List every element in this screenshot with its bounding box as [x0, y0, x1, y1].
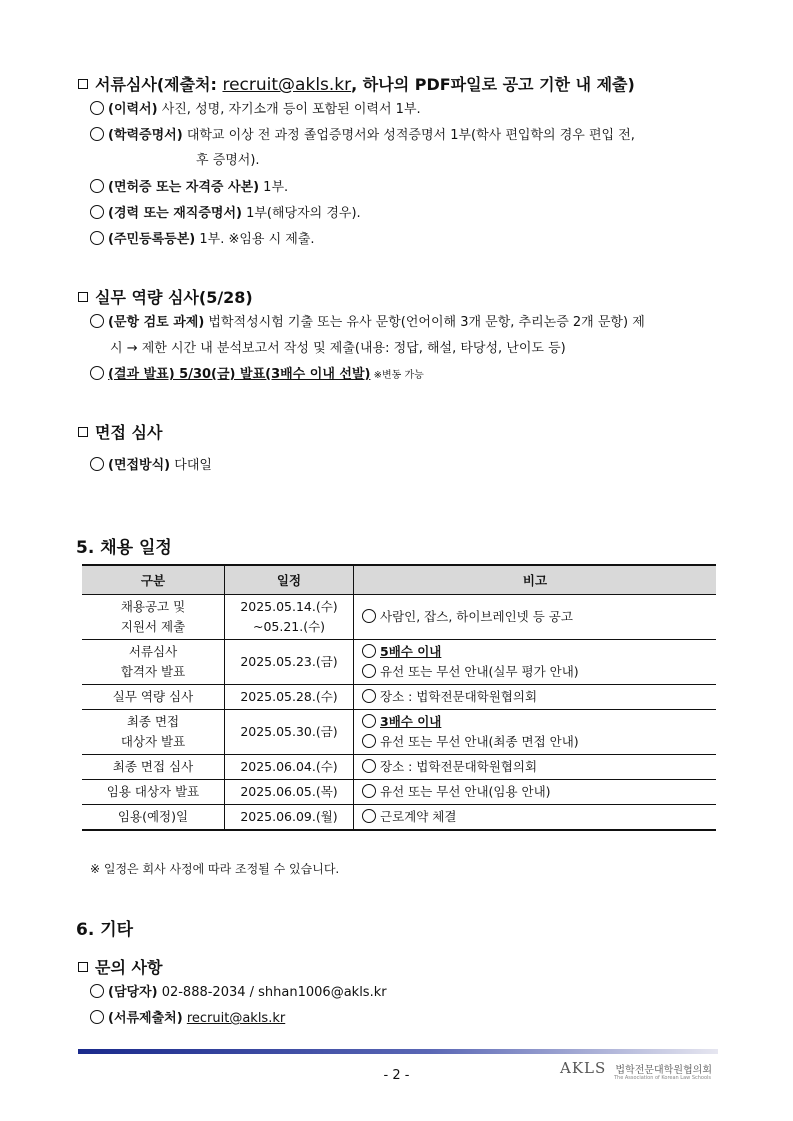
cell-line: 대상자 발표 — [120, 734, 186, 749]
cell-line: 2025.06.04.(수) — [240, 759, 338, 774]
circle-bullet-icon — [362, 689, 376, 703]
cell-line: ~05.21.(수) — [252, 619, 326, 634]
section-heading-interview: 면접 심사 — [78, 420, 162, 443]
remark-line — [362, 687, 712, 707]
cell-date — [225, 640, 354, 685]
cell-line: 실무 역량 심사 — [112, 689, 194, 704]
cell-remarks — [354, 755, 717, 780]
cell-date — [225, 755, 354, 780]
cell-remarks — [354, 685, 717, 710]
inquiry-contact: (담당자) 02-888-2034 / shhan1006@akls.kr — [90, 984, 387, 1001]
circle-bullet-icon — [90, 127, 104, 141]
schedule-footnote: ※ 일정은 회사 사정에 따라 조정될 수 있습니다. — [90, 862, 340, 876]
section-heading-documents: 서류심사(제출처: recruit@akls.kr, 하나의 PDF파일로 공고 기한 내 제출) — [78, 72, 635, 95]
header-category: 구분 — [82, 565, 225, 595]
cell-remarks — [354, 710, 717, 755]
remark-text: 3배수 이내 — [380, 714, 442, 729]
remark-text: 유선 또는 무선 안내(실무 평가 안내) — [380, 664, 579, 679]
cell-date — [225, 595, 354, 640]
remark-text: 장소 : 법학전문대학원협의회 — [380, 759, 538, 774]
remark-text: 장소 : 법학전문대학원협의회 — [380, 689, 538, 704]
cell-category — [82, 710, 225, 755]
cell-line: 2025.05.14.(수) — [240, 599, 338, 614]
circle-bullet-icon — [90, 101, 104, 115]
cell-category — [82, 805, 225, 831]
remark-text: 유선 또는 무선 안내(최종 면접 안내) — [380, 734, 579, 749]
circle-bullet-icon — [362, 644, 376, 658]
table-row — [82, 640, 716, 685]
practical-item-task: (문항 검토 과제) 법학적성시험 기출 또는 유사 문항(언어이해 3개 문항, 추리논증 2개 문항) 제 — [90, 314, 645, 331]
square-bullet-icon — [78, 292, 88, 302]
table-row — [82, 710, 716, 755]
cell-category — [82, 595, 225, 640]
cell-line: 2025.06.05.(목) — [240, 784, 338, 799]
cell-line: 2025.06.09.(월) — [240, 809, 338, 824]
cell-line: 채용공고 및 — [120, 599, 186, 614]
square-bullet-icon — [78, 427, 88, 437]
practical-item-result: (결과 발표) 5/30(금) 발표(3배수 이내 선발) ※변동 가능 — [90, 366, 424, 384]
remark-line — [362, 732, 712, 752]
interview-item-method: (면접방식) 다대일 — [90, 457, 212, 474]
section-heading-practical: 실무 역량 심사(5/28) — [78, 285, 253, 308]
remark-text: 5배수 이내 — [380, 644, 442, 659]
cell-line: 2025.05.30.(금) — [240, 724, 338, 739]
cell-line: 2025.05.23.(금) — [240, 654, 338, 669]
cell-category — [82, 755, 225, 780]
logo-abbr: AKLS — [560, 1059, 607, 1077]
table-row — [82, 595, 716, 640]
doc-item-license: (면허증 또는 자격증 사본) 1부. — [90, 179, 288, 196]
cell-remarks — [354, 595, 717, 640]
cell-date — [225, 710, 354, 755]
remark-text: 근로계약 체결 — [380, 809, 457, 824]
cell-date — [225, 780, 354, 805]
submission-email[interactable]: recruit@akls.kr — [222, 75, 352, 95]
square-bullet-icon — [78, 79, 88, 89]
section-title-etc: 6. 기타 — [76, 920, 134, 940]
remark-text: 유선 또는 무선 안내(임용 안내) — [380, 784, 551, 799]
cell-category — [82, 685, 225, 710]
cell-line: 최종 면접 — [126, 714, 180, 729]
remark-line — [362, 642, 712, 662]
table-row — [82, 685, 716, 710]
doc-item-career: (경력 또는 재직증명서) 1부(해당자의 경우). — [90, 205, 361, 222]
cell-date — [225, 805, 354, 831]
remark-line — [362, 782, 712, 802]
cell-remarks — [354, 780, 717, 805]
schedule-table — [82, 564, 716, 831]
remark-line — [362, 807, 712, 827]
cell-line: 임용 대상자 발표 — [106, 784, 200, 799]
remark-line — [362, 662, 712, 682]
inquiry-submission: (서류제출처) recruit@akls.kr — [90, 1010, 285, 1027]
doc-item-resident: (주민등록등본) 1부. ※임용 시 제출. — [90, 231, 315, 248]
cell-line: 임용(예정)일 — [117, 809, 189, 824]
circle-bullet-icon — [90, 984, 104, 998]
table-row — [82, 780, 716, 805]
table-row — [82, 755, 716, 780]
page-number: - 2 - — [383, 1068, 410, 1083]
circle-bullet-icon — [362, 809, 376, 823]
akls-logo — [560, 1058, 712, 1081]
circle-bullet-icon — [362, 784, 376, 798]
section-heading-inquiry: 문의 사항 — [78, 955, 162, 978]
header-date: 일정 — [225, 565, 354, 595]
cell-remarks — [354, 640, 717, 685]
doc-item-transcript-cont: 후 증명서). — [196, 153, 260, 168]
doc-item-resume: (이력서) 사진, 성명, 자기소개 등이 포함된 이력서 1부. — [90, 101, 421, 118]
circle-bullet-icon — [362, 759, 376, 773]
cell-line: 2025.05.28.(수) — [240, 689, 338, 704]
submission-email-link[interactable]: recruit@akls.kr — [186, 1011, 286, 1026]
remark-line — [362, 712, 712, 732]
practical-item-task-cont: 시 → 제한 시간 내 분석보고서 작성 및 제출(내용: 정답, 해설, 타당성, 난이도 등) — [110, 341, 566, 356]
square-bullet-icon — [78, 962, 88, 972]
circle-bullet-icon — [90, 179, 104, 193]
cell-line: 합격자 발표 — [120, 664, 186, 679]
circle-bullet-icon — [362, 714, 376, 728]
section-title-schedule: 5. 채용 일정 — [76, 538, 172, 558]
table-header-row — [82, 565, 716, 595]
logo-name: 법학전문대학원협의회 — [615, 1065, 712, 1076]
circle-bullet-icon — [362, 664, 376, 678]
cell-line: 최종 면접 심사 — [112, 759, 194, 774]
table-row — [82, 805, 716, 831]
doc-item-transcript: (학력증명서) 대학교 이상 전 과정 졸업증명서와 성적증명서 1부(학사 편입학의 경우 편입 전, — [90, 127, 635, 144]
remark-line — [362, 757, 712, 777]
circle-bullet-icon — [90, 231, 104, 245]
circle-bullet-icon — [90, 205, 104, 219]
cell-remarks — [354, 805, 717, 831]
circle-bullet-icon — [90, 1010, 104, 1024]
cell-date — [225, 685, 354, 710]
cell-line: 지원서 제출 — [120, 619, 186, 634]
remark-text: 사람인, 잡스, 하이브레인넷 등 공고 — [380, 609, 573, 624]
circle-bullet-icon — [90, 314, 104, 328]
circle-bullet-icon — [362, 734, 376, 748]
footer-bar — [78, 1049, 718, 1054]
logo-en: The Association of Korean Law Schools — [614, 1075, 712, 1081]
cell-category — [82, 640, 225, 685]
circle-bullet-icon — [90, 457, 104, 471]
header-remarks: 비고 — [354, 565, 717, 595]
circle-bullet-icon — [362, 609, 376, 623]
cell-line: 서류심사 — [128, 644, 178, 659]
cell-category — [82, 780, 225, 805]
remark-line — [362, 607, 712, 627]
circle-bullet-icon — [90, 366, 104, 380]
